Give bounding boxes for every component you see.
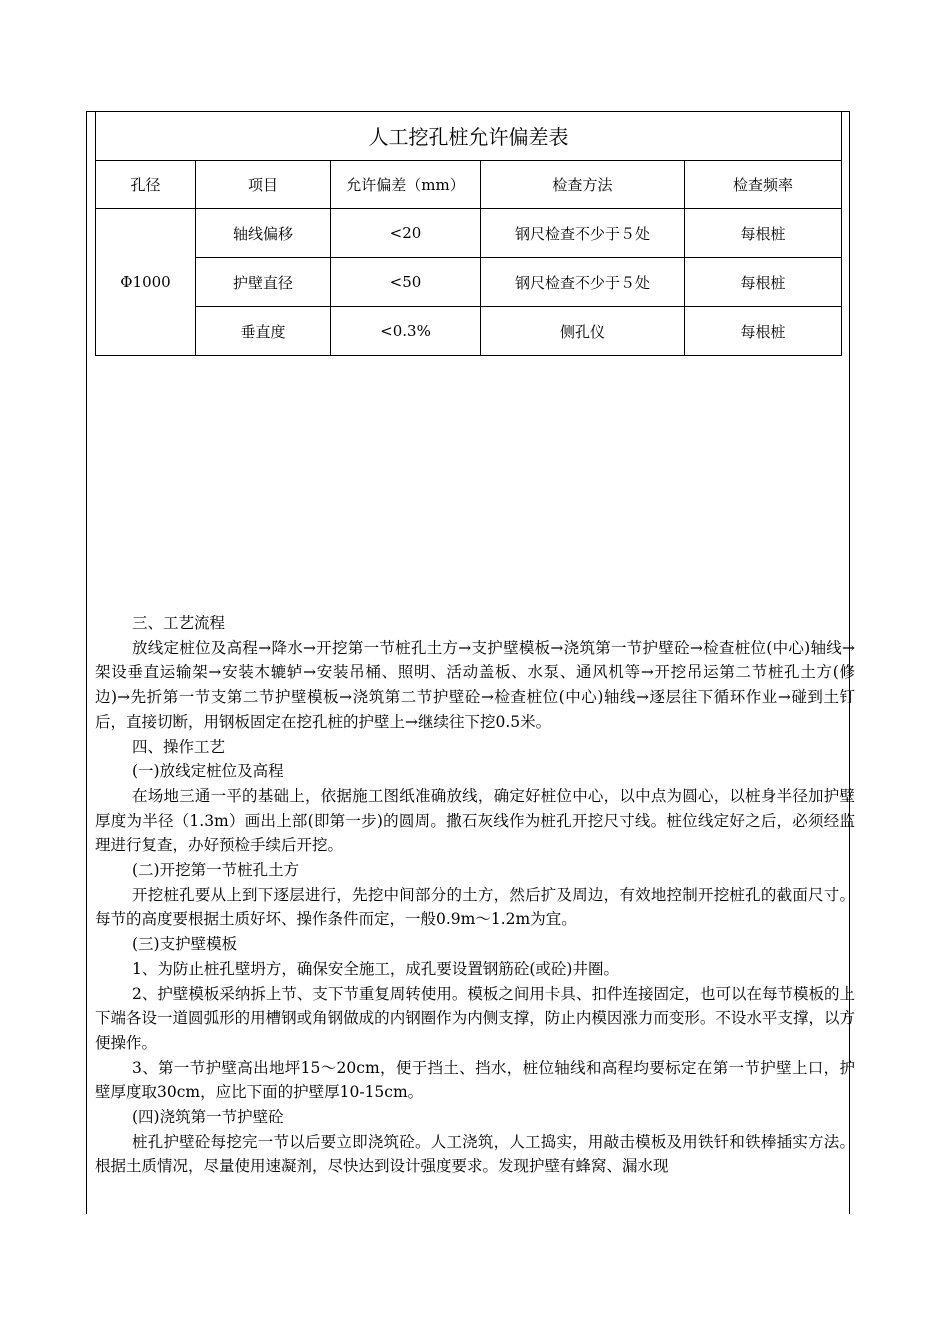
paragraph: 3、第一节护壁高出地坪15～20cm，便于挡土、挡水，桩位轴线和高程均要标定在第一节护壁上口，护壁厚度取30cm，应比下面的护壁厚10-15cm。 (95, 1058, 855, 1102)
tolerance-cell: <0.3% (331, 307, 481, 356)
section-heading: 四、操作工艺 (132, 737, 226, 756)
method-cell: 侧孔仪 (481, 307, 685, 356)
paragraph: 开挖桩孔要从上到下逐层进行，先挖中间部分的土方，然后扩及周边，有效地控制开挖桩孔的截面尺寸。每节的高度要根据土质好坏、操作条件而定，一般0.9m～1.2m为宜。 (95, 885, 855, 929)
table-title: 人工挖孔桩允许偏差表 (96, 111, 842, 161)
header-item: 项目 (196, 161, 331, 209)
table-row (96, 258, 842, 307)
subsection-heading: (二)开挖第一节桩孔土方 (132, 861, 300, 880)
table-row (96, 209, 842, 258)
header-tolerance: 允许偏差（mm） (331, 161, 481, 209)
diameter-cell: Φ1000 (96, 209, 196, 356)
item-cell: 轴线偏移 (196, 209, 331, 258)
frequency-cell: 每根桩 (685, 209, 842, 258)
section-heading: 三、工艺流程 (132, 614, 226, 632)
tolerance-table (95, 111, 842, 356)
paragraph: 1、为防止桩孔壁坍方，确保安全施工，成孔要设置钢筋砼(或砼)井圈。 (132, 959, 619, 978)
subsection-heading: (三)支护壁模板 (132, 935, 238, 954)
header-frequency: 检查频率 (685, 161, 842, 209)
method-cell: 钢尺检查不少于５处 (481, 209, 685, 258)
tolerance-cell: <50 (331, 258, 481, 307)
frequency-cell: 每根桩 (685, 258, 842, 307)
subsection-heading: (四)浇筑第一节护壁砼 (132, 1108, 284, 1127)
item-cell: 护壁直径 (196, 258, 331, 307)
frequency-cell: 每根桩 (685, 307, 842, 356)
header-diameter: 孔径 (96, 161, 196, 209)
paragraph: 桩孔护壁砼每挖完一节以后要立即浇筑砼。人工浇筑，人工捣实，用敲击模板及用铁钎和铁棒插实方法。根据土质情况，尽量使用速凝剂，尽快达到设计强度要求。发现护壁有蜂窝、漏水现 (95, 1132, 855, 1176)
paragraph: 放线定桩位及高程→降水→开挖第一节桩孔土方→支护壁模板→浇筑第一节护壁砼→检查桩位(中心)轴线→架设垂直运输架→安装木辘轳→安装吊桶、照明、活动盖板、水泵、通风机等→开挖吊运第二节桩孔土方(修边)→先折第一节支第二节护壁模板→浇筑第二节护壁砼→检查桩位(中心)轴线→逐层往下循环作业→碰到土钉后，直接切断，用钢板固定在挖孔桩的护壁上→继续往下挖0.5米。 (95, 638, 855, 731)
paragraph: 2、护壁模板采纳拆上节、支下节重复周转使用。模板之间用卡具、扣件连接固定，也可以在每节模板的上下端各设一道圆弧形的用槽钢或角钢做成的内钢圈作为内侧支撑，防止内模因涨力而变形。不设水平支撑，以方便操作。 (95, 984, 855, 1052)
header-method: 检查方法 (481, 161, 685, 209)
document-body (95, 611, 855, 1179)
table-row (96, 307, 842, 356)
method-cell: 钢尺检查不少于５处 (481, 258, 685, 307)
item-cell: 垂直度 (196, 307, 331, 356)
tolerance-cell: <20 (331, 209, 481, 258)
subsection-heading: (一)放线定桩位及高程 (132, 762, 284, 781)
paragraph: 在场地三通一平的基础上，依据施工图纸准确放线，确定好桩位中心，以中点为圆心，以桩身半径加护壁厚度为半径（1.3m）画出上部(即第一步)的圆周。撒石灰线作为桩孔开挖尺寸线。桩位线定好之后，必须经监理进行复查，办好预检手续后开挖。 (95, 786, 855, 855)
